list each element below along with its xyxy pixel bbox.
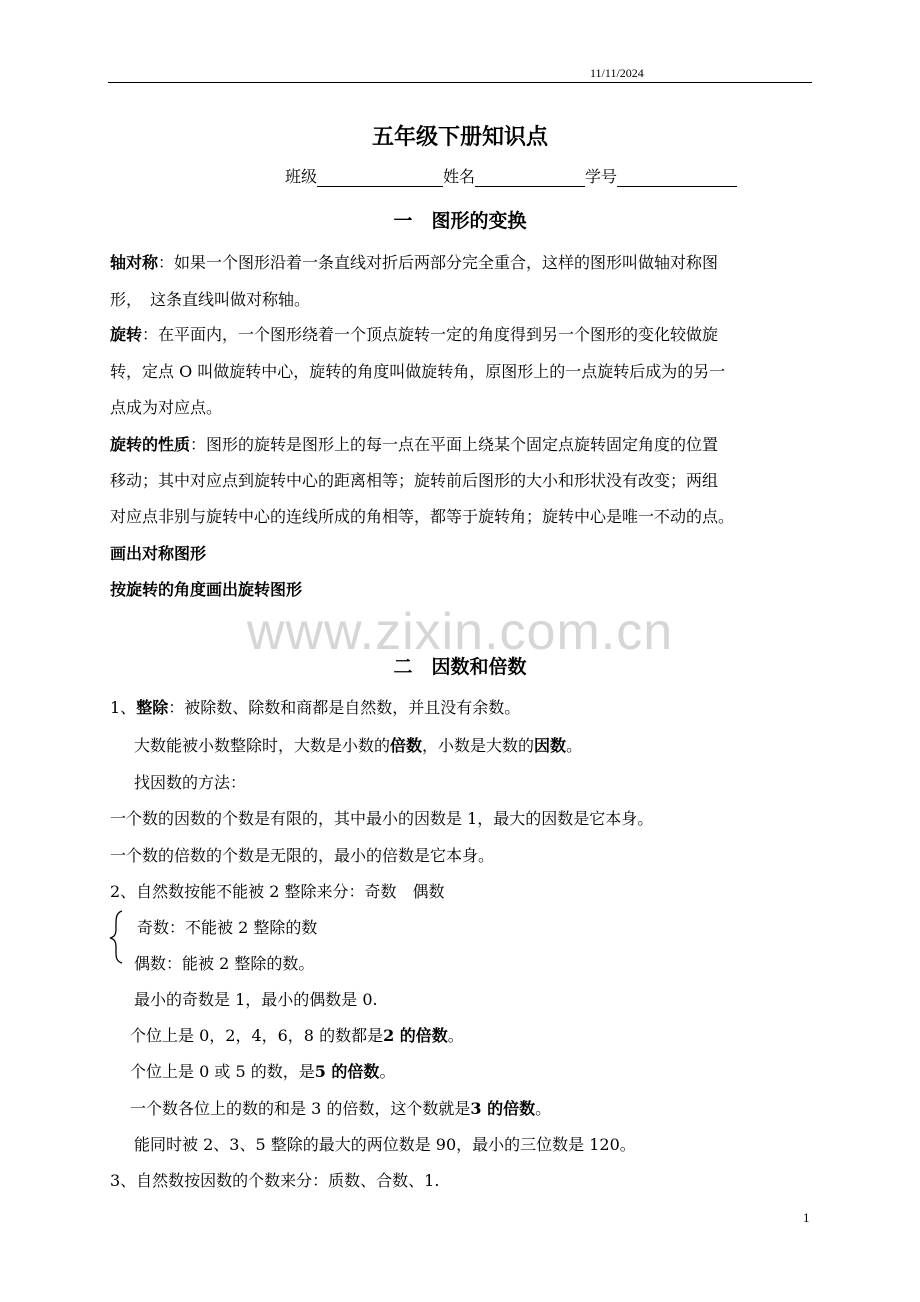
divisible-by-2-3-5: 能同时被 2、3、5 整除的最大的两位数是 90，最小的三位数是 120。 — [134, 1135, 636, 1154]
rule-5 — [130, 1059, 395, 1082]
section2-heading: 二 因数和倍数 — [393, 656, 527, 678]
item1-text: ：被除数、除数和商都是自然数，并且没有余数。 — [168, 698, 521, 717]
page-number: 1 — [803, 1210, 810, 1225]
item1-number: 1、 — [110, 698, 137, 717]
rotation-line1 — [110, 322, 718, 345]
item3-line: 3、自然数按因数的个数来分：质数、合数、1. — [110, 1171, 440, 1190]
properties-line3: 对应点非别与旋转中心的连线所成的角相等，都等于旋转角；旋转中心是唯一不动的点。 — [110, 507, 735, 526]
properties-line1 — [110, 432, 718, 455]
multiple-a: 大数能被小数整除时，大数是小数的 — [134, 736, 391, 755]
rotation-line2: 转，定点 O 叫做旋转中心，旋转的角度叫做旋转角，原图形上的一点旋转后成为的另一 — [110, 362, 726, 381]
axial-term: 轴对称 — [110, 253, 159, 272]
multiple-d: 因数 — [534, 736, 567, 755]
odd-definition: 奇数：不能被 2 整除的数 — [137, 918, 318, 937]
rotation-text: ：在平面内，一个图形绕着一个顶点旋转一定的角度得到另一个图形的变化较做旋 — [142, 325, 719, 344]
id-label: 学号 — [585, 167, 618, 186]
rule5-b: 5 的倍数 — [314, 1062, 380, 1081]
class-label: 班级 — [285, 167, 318, 186]
multiple-b: 倍数 — [390, 736, 423, 755]
find-factors: 找因数的方法： — [134, 773, 247, 792]
properties-text: ：图形的旋转是图形上的每一点在平面上绕某个固定点旋转固定角度的位置 — [190, 435, 719, 454]
rule2-b: 2 的倍数 — [383, 1026, 448, 1045]
smallest-numbers: 最小的奇数是 1，最小的偶数是 0. — [134, 990, 378, 1009]
header-date: 11/11/2024 — [590, 66, 644, 80]
even-definition: 偶数：能被 2 整除的数。 — [134, 954, 315, 973]
rule-3 — [130, 1096, 551, 1119]
name-label: 姓名 — [443, 167, 476, 186]
id-blank — [617, 168, 737, 187]
properties-line2: 移动；其中对应点到旋转中心的距离相等；旋转前后图形的大小和形状没有改变；两组 — [110, 471, 719, 490]
curly-brace-icon — [106, 907, 128, 967]
rule3-b: 3 的倍数 — [470, 1099, 536, 1118]
draw-symmetric: 画出对称图形 — [110, 544, 207, 563]
multiple-e: 。 — [566, 736, 583, 755]
axial-line1 — [110, 250, 718, 273]
factor-count: 一个数的因数的个数是有限的，其中最小的因数是 1，最大的因数是它本身。 — [110, 809, 654, 828]
multiple-count: 一个数的倍数的个数是无限的，最小的倍数是它本身。 — [110, 846, 495, 865]
properties-term: 旋转的性质 — [110, 435, 191, 454]
rotation-term: 旋转 — [110, 325, 143, 344]
rule-2 — [130, 1023, 464, 1046]
item1-term: 整除 — [136, 698, 169, 717]
multiple-line — [134, 733, 582, 756]
rule5-c: 。 — [379, 1062, 396, 1081]
multiple-c: ，小数是大数的 — [422, 736, 535, 755]
draw-rotation: 按旋转的角度画出旋转图形 — [110, 580, 303, 599]
header-rule — [108, 82, 812, 83]
item1-line — [110, 695, 520, 718]
rule3-a: 一个数各位上的数的和是 3 的倍数，这个数就是 — [130, 1099, 471, 1118]
axial-text: ：如果一个图形沿着一条直线对折后两部分完全重合，这样的图形叫做轴对称图 — [158, 253, 719, 272]
item2-line: 2、自然数按能不能被 2 整除来分：奇数 偶数 — [110, 882, 445, 901]
class-blank — [317, 168, 443, 187]
name-blank — [475, 168, 585, 187]
watermark: www.zixin.com.cn — [246, 603, 674, 661]
rule2-c: 。 — [447, 1026, 464, 1045]
rule3-c: 。 — [535, 1099, 552, 1118]
section1-heading: 一 图形的变换 — [393, 210, 527, 232]
rule2-a: 个位上是 0，2，4，6，8 的数都是 — [130, 1026, 384, 1045]
student-info-line — [285, 164, 737, 187]
axial-line2: 形， 这条直线叫做对称轴。 — [110, 290, 311, 309]
page-title: 五年级下册知识点 — [371, 124, 548, 150]
rule5-a: 个位上是 0 或 5 的数，是 — [130, 1062, 315, 1081]
rotation-line3: 点成为对应点。 — [110, 398, 223, 417]
